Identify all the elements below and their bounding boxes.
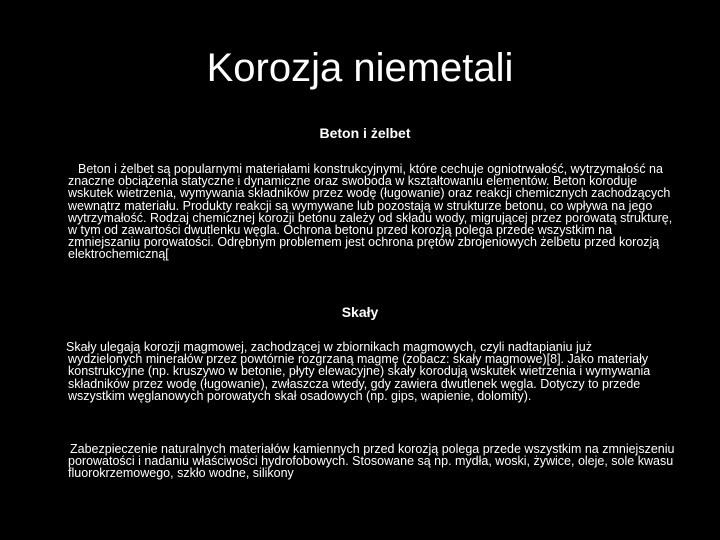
section-paragraph-zabezpieczenie: Zabezpieczenie naturalnych materiałów kamiennych przed korozją polega przede wszystkim na zmniejszeniu porowatości i nadaniu właściwości hydrofobowych. Stosowane są np. mydła, woski, żywice, oleje, sole kwasu fluorokrzemowego, szkło wodne, silikony [68,442,675,481]
section-paragraph-beton: Beton i żelbet są popularnymi materiałami konstrukcyjnymi, które cechuje ogniotrwałość, wytrzymałość na znaczne obciążenia statyczne i dynamiczne oraz swoboda w kształtowaniu elementów. Beton koroduje wskutek wietrzenia, wymywania składników przez wodę (ługowanie) oraz reakcji chemicznych zachodzących wewnątrz materiału. Produkty reakcji są wymywane lub pozostają w strukturze betonu, co wpływa na jego wytrzymałość. Rodzaj chemicznej korozji betonu zależy od składu wody, migrującej przez porowatą strukturę, w tym od zawartości dwutlenku węgla. Ochrona betonu przed korozją polega przede wszystkim na zmniejszaniu porowatości. Odrębnym problemem jest ochrona prętów zbrojeniowych żelbetu przed korozją elektrochemiczną[ [68,162,673,262]
section-heading-beton: Beton i żelbet [319,125,411,141]
section-heading-skaly: Skały [341,304,379,320]
section-paragraph-skaly: Skały ulegają korozji magmowej, zachodzącej w zbiornikach magmowych, czyli nadtapianiu już wydzielonych minerałów przez powtórnie rozgrzaną magmę (zobacz: skały magmowe)[8]. Jako materiały konstrukcyjne (np. kruszywo w betonie, płyty elewacyjne) skały korodują wskutek wietrzenia i wymywania składników przez wodę (ługowanie), zwłaszcza wtedy, gdy zawiera dwutlenek węgla. Dotyczy to przede wszystkim węglanowych porowatych skał osadowych (np. gips, wapienie, dolomity). [66,340,651,403]
slide-title: Korozja niemetali [206,46,514,90]
